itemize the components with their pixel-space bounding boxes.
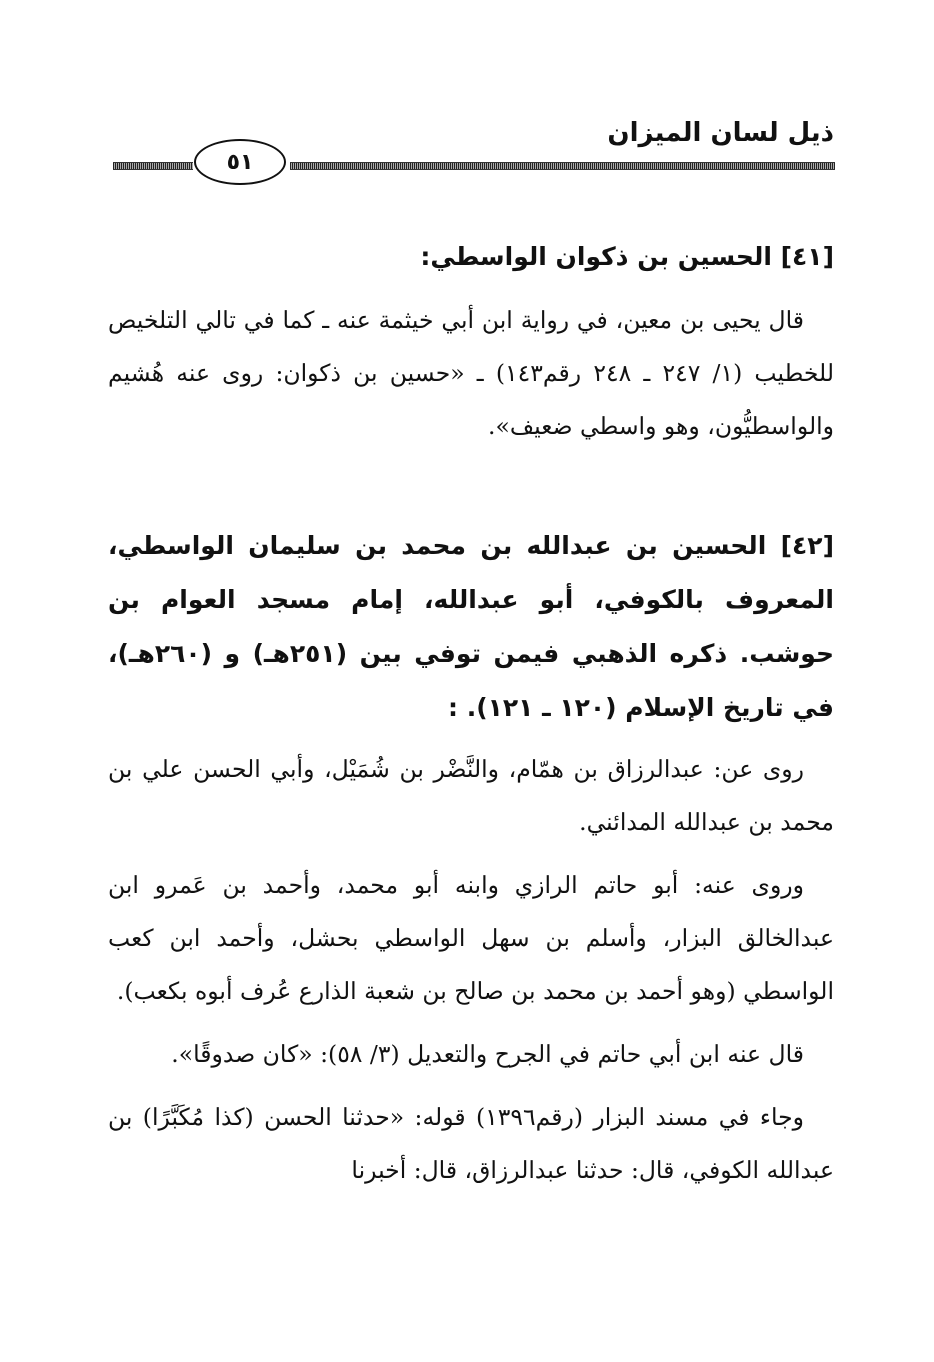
entry-paragraph: قال عنه ابن أبي حاتم في الجرح والتعديل (٣/ ٥٨): «كان صدوقًا».	[171, 1040, 804, 1068]
entry-paragraph: وجاء في مسند البزار (رقم١٣٩٦) قوله: «حدثنا الحسن (كذا مُكَبَّرًا) بن عبدالله الكوفي، قال: حدثنا عبدالرزاق، قال: أخبرنا	[108, 1103, 834, 1184]
header-rule-right	[290, 162, 835, 170]
book-title: ذيل لسان الميزان	[607, 118, 834, 148]
entry-paragraph: وروى عنه: أبو حاتم الرازي وابنه أبو محمد، وأحمد بن عَمرو ابن عبدالخالق البزار، وأسلم بن سهل الواسطي بحشل، وأحمد ابن كعب الواسطي (وهو أحمد بن محمد بن صالح بن شعبة الذارع عُرف أبوه بكعب).	[108, 871, 834, 1005]
entry-heading: [٤٢] الحسين بن عبدالله بن محمد بن سليمان الواسطي، المعروف بالكوفي، أبو عبدالله، إمام مسجد العوام بن حوشب. ذكره الذهبي فيمن توفي بين (٢٥١هـ) و (٢٦٠هـ)، في تاريخ الإسلام (١٢٠ ـ ١٢١). :	[108, 531, 834, 722]
section-gap	[108, 453, 834, 519]
page-number: ٥١	[194, 139, 286, 185]
entry-41	[108, 230, 834, 284]
entry-paragraph: قال يحيى بن معين، في رواية ابن أبي خيثمة عنه ـ كما في تالي التلخيص للخطيب (١/ ٢٤٧ ـ ٢٤٨ رقم١٤٣) ـ «حسين بن ذكوان: روى عنه هُشيم والواسطيُّون، وهو واسطي ضعيف».	[108, 306, 834, 440]
page-content	[108, 230, 834, 1197]
entry-heading: [٤١] الحسين بن ذكوان الواسطي:	[420, 242, 834, 271]
entry-paragraph: روى عن: عبدالرزاق بن همّام، والنَّضْر بن شُمَيْل، وأبي الحسن علي بن محمد بن عبدالله المدائني.	[108, 755, 834, 836]
entry-42	[108, 519, 834, 735]
header-rule-left	[113, 162, 193, 170]
